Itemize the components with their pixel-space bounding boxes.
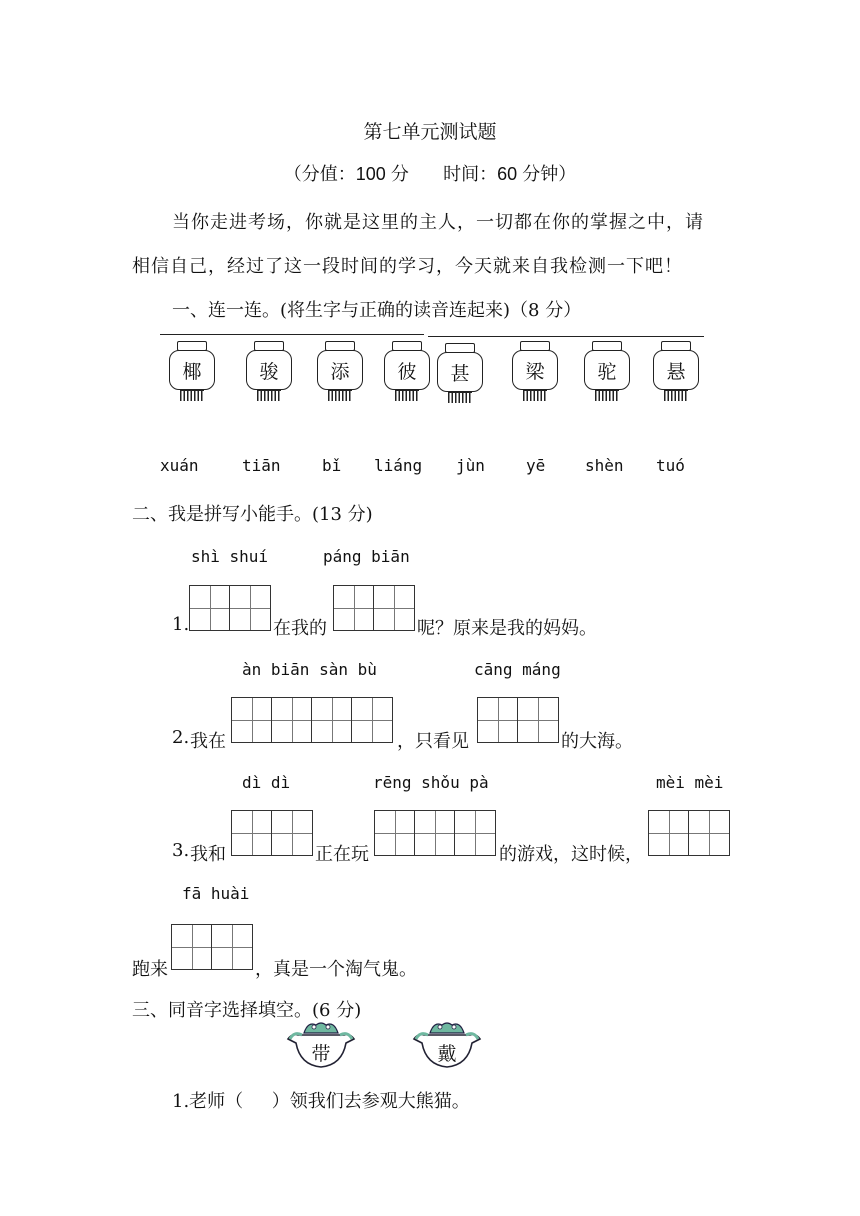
question-text: ，真是一个淘气鬼。 [255, 959, 417, 980]
lantern [315, 341, 363, 407]
score-time-info [0, 160, 860, 186]
lantern-character: 添 [317, 350, 363, 390]
lantern-character: 驼 [584, 350, 630, 390]
section-1-heading: 一、连一连。(将生字与正确的读音连起来)（8 分） [172, 300, 582, 321]
question-text: 1.老师（ ）领我们去参观大熊猫。 [172, 1091, 470, 1112]
lantern [651, 341, 699, 407]
lantern-character: 甚 [437, 352, 483, 392]
lantern [244, 341, 292, 407]
pinyin-option: tiān [242, 456, 281, 475]
question-text: 在我的 [273, 618, 327, 639]
writing-grid-2[interactable] [477, 697, 559, 743]
writing-grid-2[interactable] [231, 810, 313, 856]
question-number: 2. [172, 727, 190, 748]
writing-grid-2[interactable] [333, 585, 415, 631]
question-text: ，只看见 [397, 731, 469, 752]
question-text: 我在 [190, 731, 226, 752]
intro-line-1: 当你走进考场，你就是这里的主人，一切都在你的掌握之中，请 [172, 212, 704, 233]
section-3-heading: 三、同音字选择填空。(6 分) [132, 1000, 362, 1021]
pinyin-prompt: fā huài [182, 884, 250, 903]
lantern [167, 341, 215, 407]
writing-grid-3[interactable] [374, 810, 496, 856]
question-text: 呢？原来是我的妈妈。 [417, 618, 597, 639]
hanging-line-right [428, 336, 704, 337]
pinyin-prompt: dì dì [242, 773, 291, 792]
pinyin-prompt: àn biān sàn bù [242, 660, 377, 679]
pinyin-prompt: páng biān [323, 547, 410, 566]
pinyin-prompt: rēng shǒu pà [373, 773, 489, 792]
lantern-character: 梁 [512, 350, 558, 390]
pinyin-option: shèn [585, 456, 624, 475]
pinyin-option: xuán [160, 456, 199, 475]
time-info: 时间：60 分钟） [443, 164, 577, 184]
lantern-character: 椰 [169, 350, 215, 390]
question-number: 3. [172, 840, 190, 861]
frog-bowl-icon [284, 1019, 358, 1071]
pinyin-option: jùn [456, 456, 485, 475]
lantern-character: 彼 [384, 350, 430, 390]
question-text: 跑来 [132, 959, 168, 980]
pinyin-option: bǐ [322, 456, 342, 475]
writing-grid-2[interactable] [648, 810, 730, 856]
pinyin-option: yē [526, 456, 546, 475]
writing-grid-2[interactable] [189, 585, 271, 631]
section-2-heading: 二、我是拼写小能手。(13 分) [132, 504, 373, 525]
pinyin-prompt: shì shuí [191, 547, 269, 566]
question-text: 的大海。 [561, 731, 633, 752]
writing-grid-4[interactable] [231, 697, 393, 743]
lantern-character: 骏 [246, 350, 292, 390]
question-text: 我和 [190, 844, 226, 865]
frog-bowl-icon [410, 1019, 484, 1071]
score-info: （分值：100 分 [283, 164, 409, 184]
page-title: 第七单元测试题 [363, 121, 497, 143]
writing-grid-2[interactable] [171, 924, 253, 970]
question-number: 1. [172, 614, 190, 635]
intro-line-2: 相信自己，经过了这一段时间的学习，今天就来自我检测一下吧！ [132, 256, 683, 277]
bowl-character: 戴 [437, 1043, 457, 1065]
pinyin-prompt: cāng máng [474, 660, 561, 679]
lantern [582, 341, 630, 407]
pinyin-option: tuó [656, 456, 685, 475]
lantern [435, 343, 483, 409]
pinyin-prompt: mèi mèi [656, 773, 724, 792]
question-text: 正在玩 [315, 844, 369, 865]
pinyin-option: liáng [374, 456, 423, 475]
hanging-line-left [160, 334, 424, 335]
lantern [510, 341, 558, 407]
lantern [382, 341, 430, 407]
lantern-character: 悬 [653, 350, 699, 390]
bowl-character: 带 [311, 1043, 331, 1065]
question-text: 的游戏，这时候， [499, 844, 643, 865]
